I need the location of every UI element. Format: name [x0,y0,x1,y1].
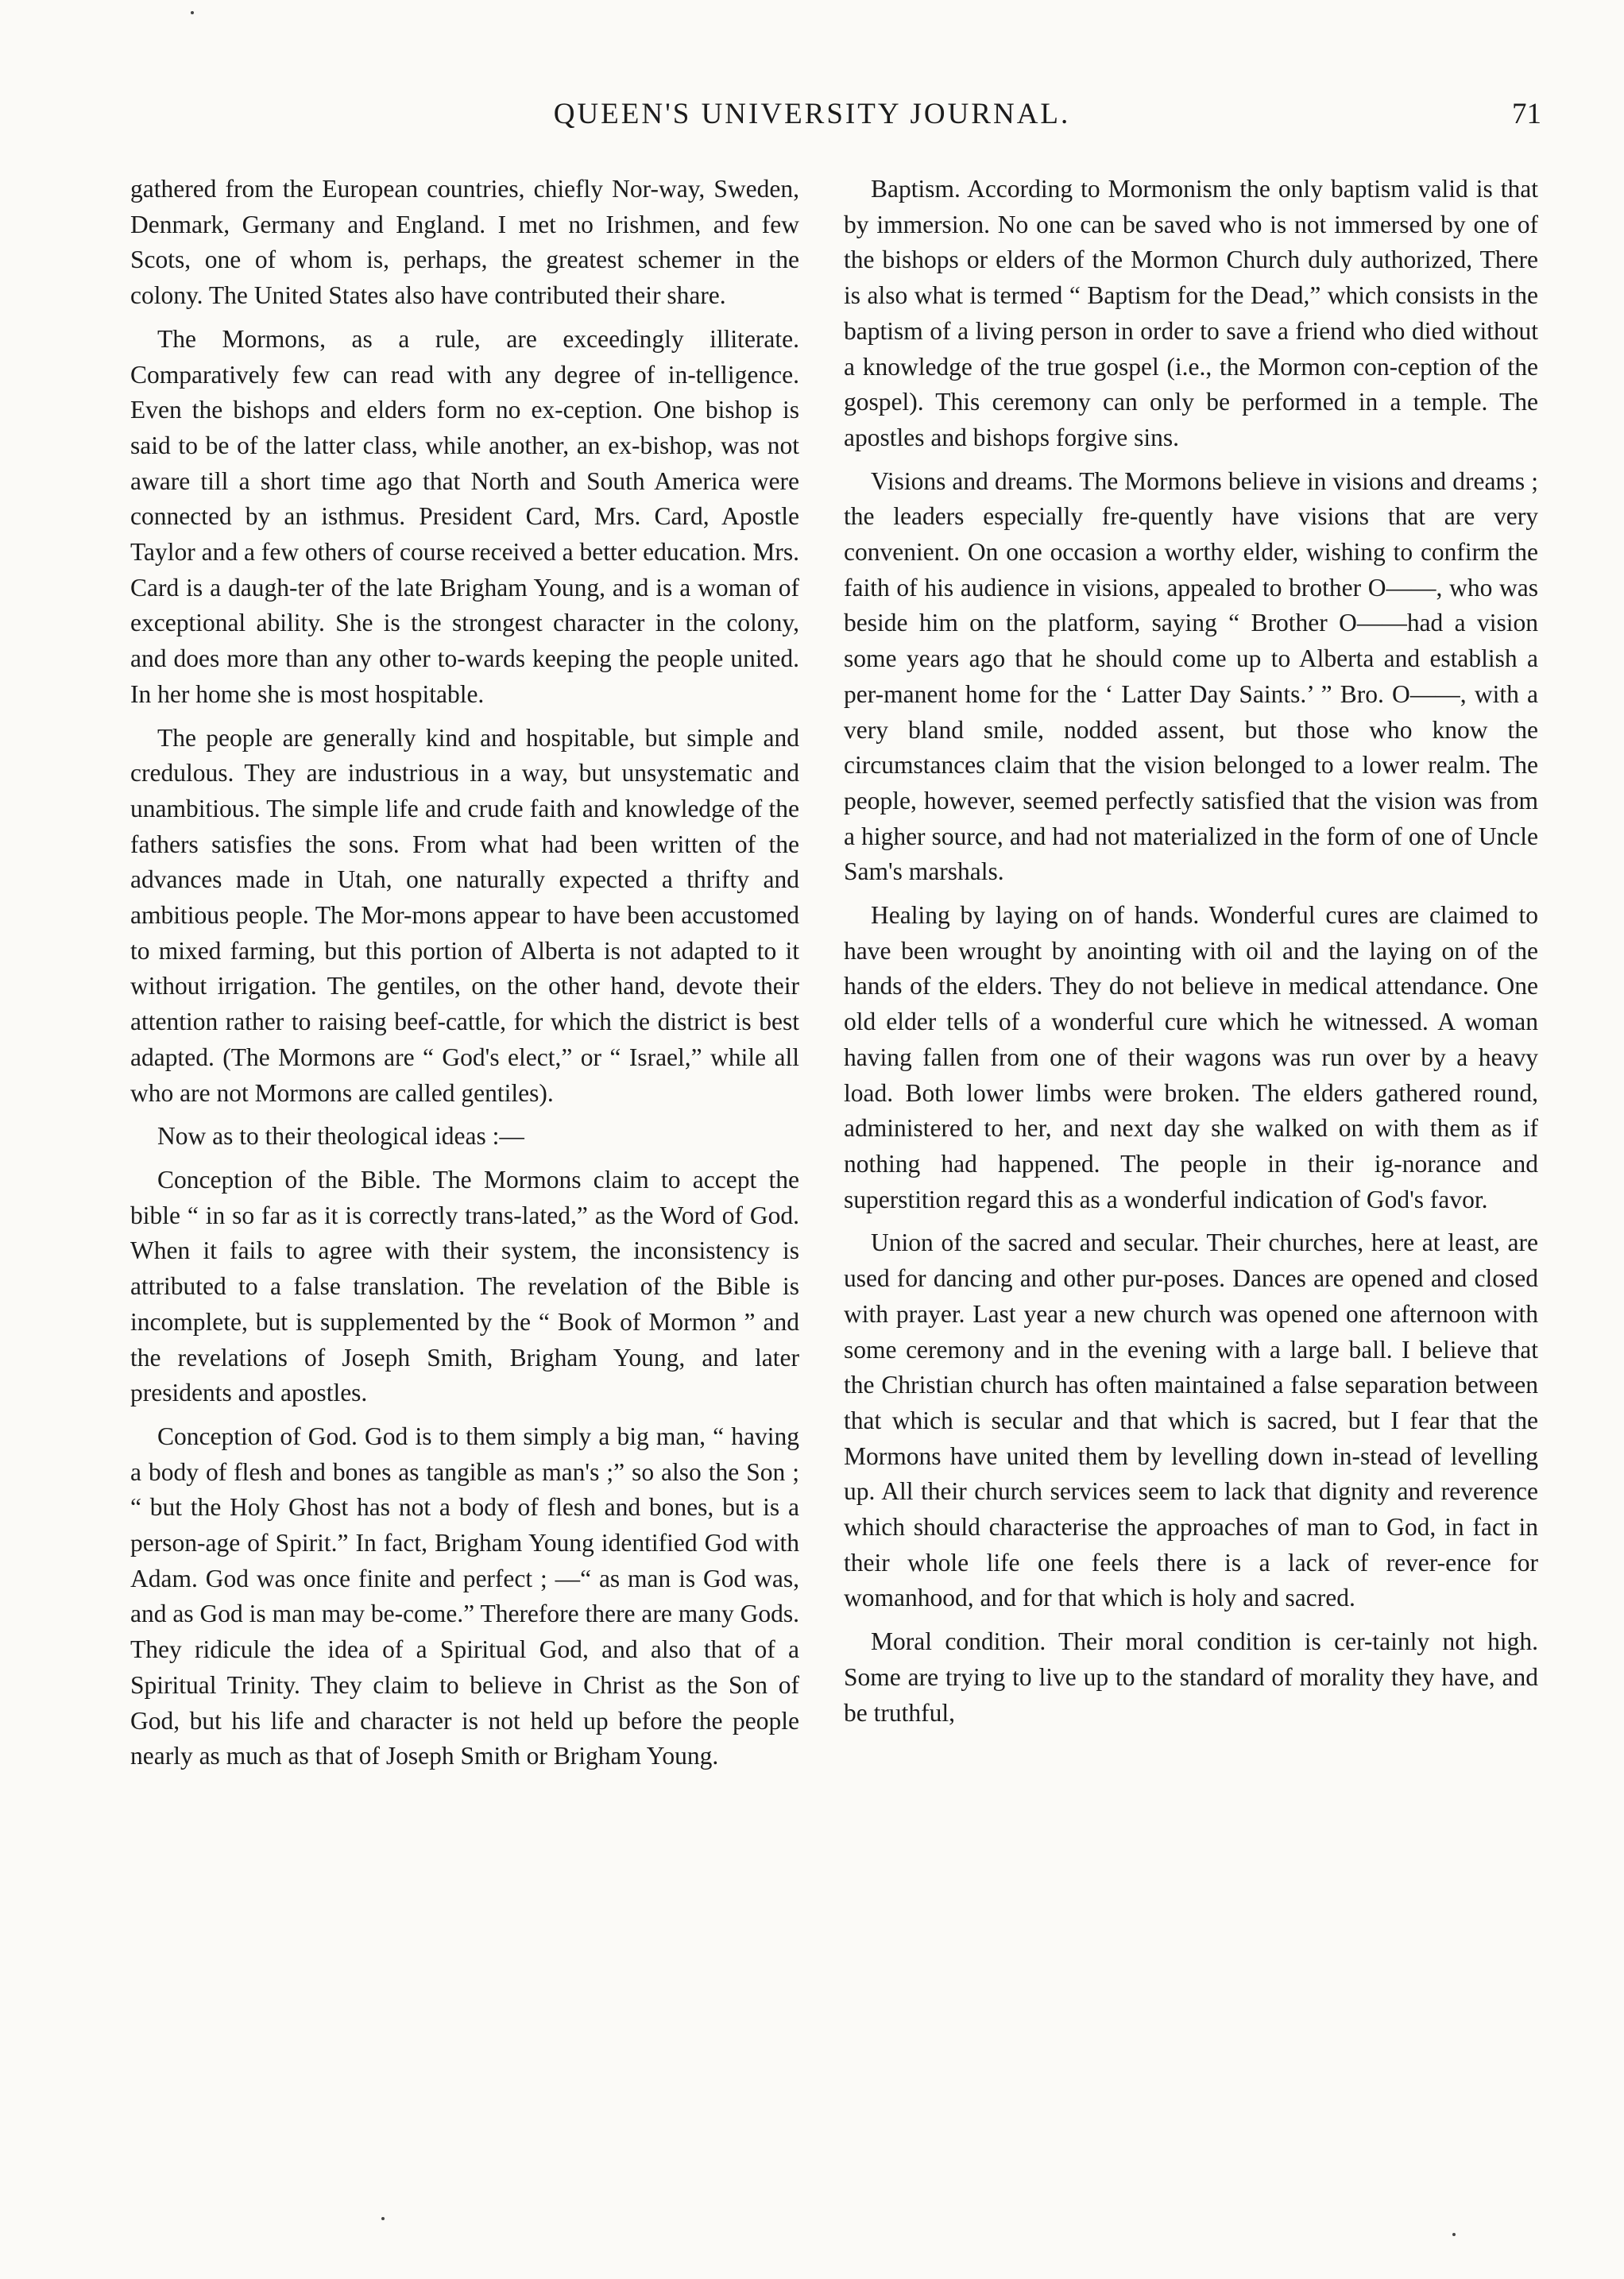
paragraph-people-character: The people are generally kind and hospitable, but simple and credulous. They are industrious in a way, but unsystematic and unambitious. The simple life and crude faith and knowledge of the fathers satisfies the sons. From what had been written of the advances made in Utah, one naturally expected a thrifty and ambitious people. The Mor-mons appear to have been accustomed to mixed farming, but this portion of Alberta is not adapted to it without irrigation. The gentiles, on the other hand, devote their attention rather to raising beef-cattle, for which the district is best adapted. (The Mormons are “ God's elect,” or “ Israel,” while all who are not Mormons are called gentiles). [130,723,799,1107]
page-header [0,94,1624,141]
paragraph-continued-immigrants: gathered from the European countries, chiefly Nor-way, Sweden, Denmark, Germany and England. I met no Irishmen, and few Scots, one of whom is, perhaps, the greatest schemer in the colony. The United States also have contributed their share. [130,175,799,310]
print-speck [1452,2233,1456,2236]
paragraph-conception-of-god: Conception of God. God is to them simply a big man, “ having a body of flesh and bones as tangible as man's ;” so also the Son ; “ but the Holy Ghost has not a body of flesh and bones, but is a person-age of Spirit.” In fact, Brigham Young identified God with Adam. God was once finite and perfect ; —“ as man is God was, and as God is man may be-come.” Therefore there are many Gods. They ridicule the idea of a Spiritual God, and also that of a Spiritual Trinity. They claim to believe in Christ as the Son of God, but his life and character is not held up before the people nearly as much as that of Joseph Smith or Brigham Young. [130,1422,799,1770]
journal-title: QUEEN'S UNIVERSITY JOURNAL. [553,98,1071,130]
left-column [130,172,799,1782]
right-column [844,172,1538,1739]
page-number: 71 [1512,98,1541,130]
paragraph-healing: Healing by laying on of hands. Wonderful cures are claimed to have been wrought by anointing with oil and the laying on of the hands of the elders. They do not believe in medical attendance. One old elder tells of a wonderful cure which he witnessed. A woman having fallen from one of their wagons was run over by a heavy load. Both lower limbs were broken. The elders gathered round, administered to her, and next day she walked on with them as if nothing had happened. The people in their ig-norance and superstition regard this as a wonderful indication of God's favor. [844,901,1538,1213]
paragraph-conception-of-bible: Conception of the Bible. The Mormons claim to accept the bible “ in so far as it is correctly trans-lated,” as the Word of God. When it fails to agree with their system, the inconsistency is attributed to a false translation. The revelation of the Bible is incomplete, but is supplemented by the “ Book of Mormon ” and the revelations of Joseph Smith, Brigham Young, and later presidents and apostles. [130,1165,799,1407]
paragraph-baptism: Baptism. According to Mormonism the only baptism valid is that by immersion. No one can be saved who is not immersed by one of the bishops or elders of the Mormon Church duly authorized, There is also what is termed “ Baptism for the Dead,” which consists in the baptism of a living person in order to save a friend who died without a knowledge of the true gospel (i.e., the Mormon con-ception of the gospel). This ceremony can only be performed in a temple. The apostles and bishops forgive sins. [844,175,1538,451]
print-speck [191,11,194,14]
paragraph-theological-intro: Now as to their theological ideas :— [157,1122,524,1151]
paragraph-moral-condition: Moral condition. Their moral condition is cer-tainly not high. Some are trying to live up to the standard of morality they have, and be truthful, [844,1627,1538,1727]
print-speck [381,2217,385,2220]
paragraph-visions-and-dreams: Visions and dreams. The Mormons believe in visions and dreams ; the leaders especially fre-quently have visions that are very convenient. On one occasion a worthy elder, wishing to confirm the faith of his audience in visions, appealed to brother O——, who was beside him on the platform, saying “ Brother O——had a vision some years ago that he should come up to Alberta and establish a per-manent home for the ‘ Latter Day Saints.’ ” Bro. O——, with a very bland smile, nodded assent, but those who know the circumstances claim that the vision belonged to a lower realm. The people, however, seemed perfectly satisfied that the vision was from a higher source, and had not materialized in the form of one of Uncle Sam's marshals. [844,466,1538,886]
paragraph-sacred-and-secular: Union of the sacred and secular. Their churches, here at least, are used for dancing and other pur-poses. Dances are opened and closed with prayer. Last year a new church was opened one afternoon with some ceremony and in the evening with a large ball. I believe that the Christian church has often maintained a false separation between that which is secular and that which is sacred, but I fear that the Mormons have united them by levelling down in-stead of levelling up. All their church services seem to lack that dignity and reverence which should characterise the approaches of man to God, in fact in their whole life one feels there is a lack of rever-ence for womanhood, and for that which is holy and sacred. [844,1228,1538,1612]
paragraph-illiteracy: The Mormons, as a rule, are exceedingly illiterate. Comparatively few can read with any degree of in-telligence. Even the bishops and elders form no ex-ception. One bishop is said to be of the latter class, while another, an ex-bishop, was not aware till a short time ago that North and South America were connected by an isthmus. President Card, Mrs. Card, Apostle Taylor and a few others of course received a better education. Mrs. Card is a daugh-ter of the late Brigham Young, and is a woman of exceptional ability. She is the strongest character in the colony, and does more than any other to-wards keeping the people united. In her home she is most hospitable. [130,324,799,708]
